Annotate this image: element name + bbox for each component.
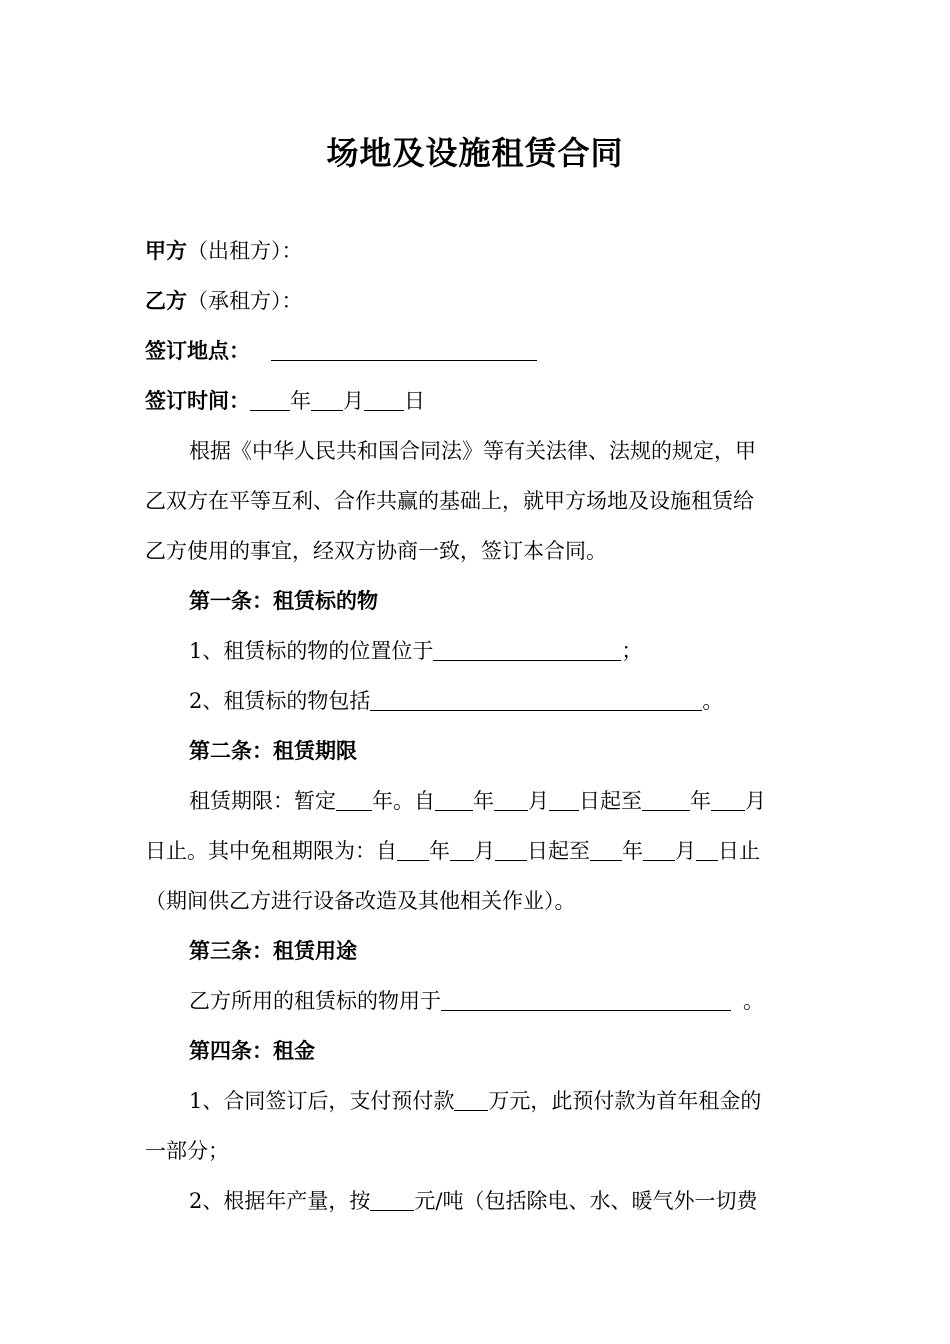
day-text: 日 <box>404 389 425 413</box>
text: 月 <box>675 839 696 863</box>
blank <box>494 788 528 811</box>
sign-place-blank <box>271 338 537 361</box>
blank <box>370 1188 414 1211</box>
party-a-role: （出租方）： <box>187 239 303 263</box>
blank <box>643 838 675 861</box>
item-suffix: ； <box>621 639 643 663</box>
text: 年 <box>473 789 494 813</box>
text: 日起至 <box>579 789 642 813</box>
article-4-item-2-line-1 <box>189 1186 849 1216</box>
text: 元/吨（包括除电、水、暖气外一切费 <box>414 1189 758 1213</box>
blank <box>433 638 621 661</box>
text: 月 <box>474 839 495 863</box>
text: 年 <box>429 839 450 863</box>
text: 1、合同签订后，支付预付款 <box>189 1089 455 1113</box>
article-2-line-2 <box>145 836 805 866</box>
text: 租赁期限：暂定 <box>189 789 336 813</box>
sign-place-line <box>145 336 805 366</box>
blank <box>250 388 290 411</box>
article-4-heading: 第四条：租金 <box>189 1039 315 1063</box>
party-b-line <box>145 286 805 316</box>
text: 年 <box>690 789 711 813</box>
blank <box>435 788 473 811</box>
item-text: 2、租赁标的物包括 <box>189 689 371 713</box>
sign-place-label: 签订地点： <box>145 339 250 363</box>
text: 月 <box>528 789 549 813</box>
article-1-heading: 第一条：租赁标的物 <box>189 589 378 613</box>
article-2-heading: 第二条：租赁期限 <box>189 739 357 763</box>
sign-time-line <box>145 386 805 416</box>
text: 月 <box>745 789 766 813</box>
party-a-label: 甲方 <box>145 239 187 263</box>
text: 乙方所用的租赁标的物用于 <box>189 989 441 1013</box>
article-3-heading: 第三条：租赁用途 <box>189 939 357 963</box>
month-text: 月 <box>343 389 364 413</box>
text: 万元，此预付款为首年租金的 <box>488 1089 762 1113</box>
article-2-line-1 <box>189 786 849 816</box>
blank <box>397 838 429 861</box>
preamble-line-2: 乙双方在平等互利、合作共赢的基础上，就甲方场地及设施租赁给 <box>145 489 754 513</box>
text: 年 <box>622 839 643 863</box>
article-4-item-1-line-2: 一部分； <box>145 1139 229 1163</box>
text: 年。自 <box>372 789 435 813</box>
article-3-line <box>189 986 849 1016</box>
article-1-item-1 <box>189 636 849 666</box>
page-title: 场地及设施租赁合同 <box>326 134 624 172</box>
preamble-line-3: 乙方使用的事宜，经双方协商一致，签订本合同。 <box>145 539 607 563</box>
blank <box>495 838 527 861</box>
text: 日止。其中免租期限为：自 <box>145 839 397 863</box>
text: 。 <box>743 989 764 1013</box>
party-b-role: （承租方）： <box>187 289 303 313</box>
sign-time-label: 签订时间： <box>145 389 250 413</box>
year-text: 年 <box>290 389 311 413</box>
blank <box>696 838 718 861</box>
article-1-item-2 <box>189 686 849 716</box>
article-4-item-1-line-1 <box>189 1086 849 1116</box>
item-suffix: 。 <box>702 689 724 713</box>
blank <box>711 788 745 811</box>
article-2-line-3: （期间供乙方进行设备改造及其他相关作业）。 <box>145 889 576 913</box>
text: 日起至 <box>527 839 590 863</box>
blank <box>336 788 372 811</box>
party-a-line <box>145 236 805 266</box>
blank <box>549 788 579 811</box>
item-text: 1、租赁标的物的位置位于 <box>189 639 434 663</box>
blank <box>441 988 731 1011</box>
blank <box>450 838 474 861</box>
blank <box>642 788 690 811</box>
blank <box>364 388 404 411</box>
blank <box>590 838 622 861</box>
blank <box>311 388 343 411</box>
party-b-label: 乙方 <box>145 289 187 313</box>
blank <box>454 1088 488 1111</box>
preamble-line-1: 根据《中华人民共和国合同法》等有关法律、法规的规定，甲 <box>189 439 756 463</box>
text: 日止 <box>718 839 760 863</box>
text: 2、根据年产量，按 <box>189 1189 371 1213</box>
blank <box>370 688 702 711</box>
